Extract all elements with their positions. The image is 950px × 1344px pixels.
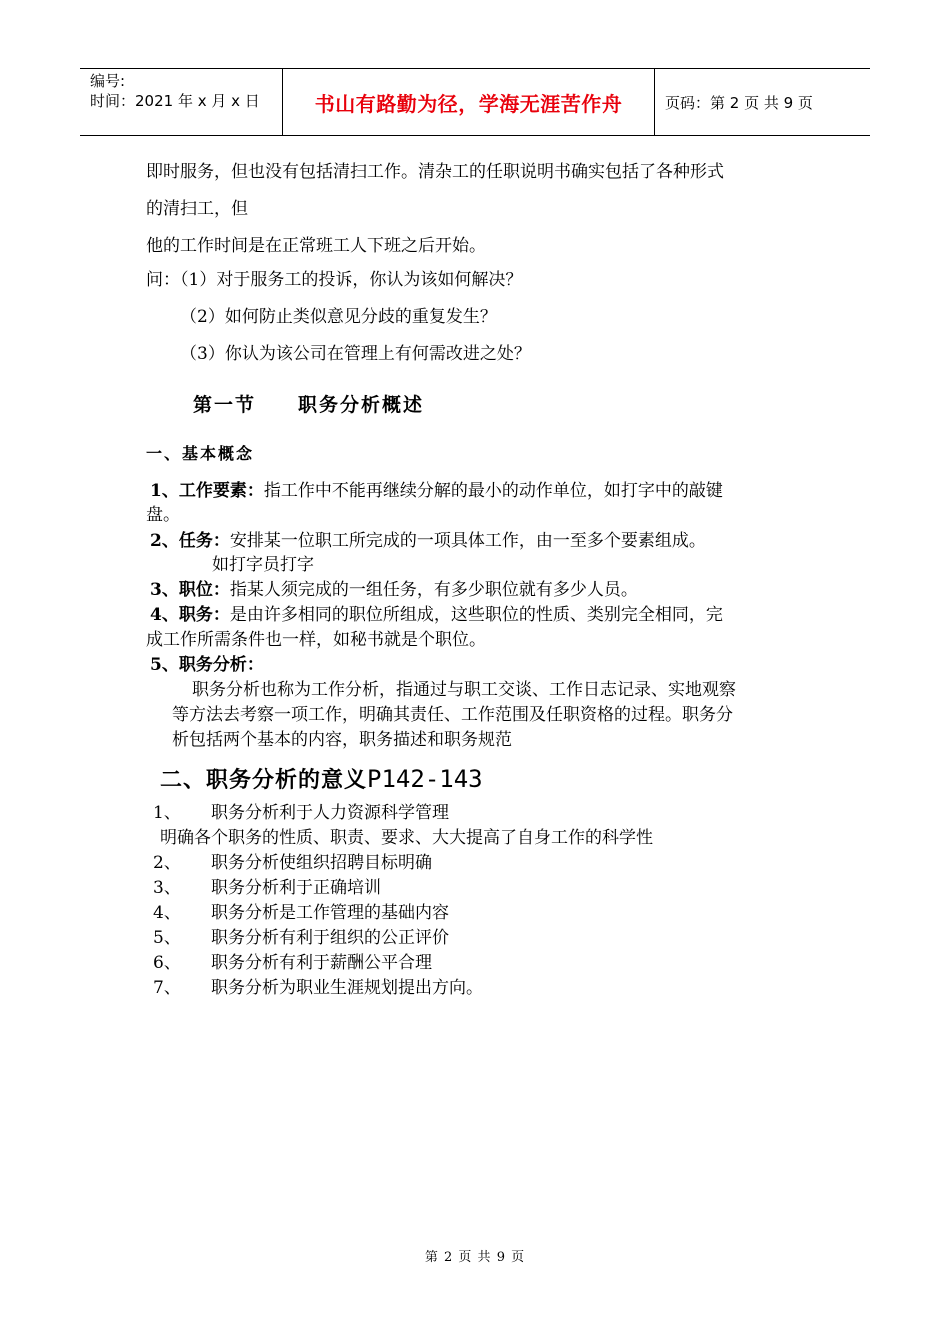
item-number: 6、 bbox=[153, 953, 181, 973]
concept-text: 是由许多相同的职位所组成，这些职位的性质、类别完全相同，完 bbox=[229, 605, 723, 625]
item-text: 职务分析是工作管理的基础内容 bbox=[211, 903, 449, 923]
analysis-line2: 等方法去考察一项工作，明确其责任、工作范围及任职资格的过程。职务分 bbox=[172, 705, 733, 725]
significance-item bbox=[153, 876, 381, 900]
significance-note: 明确各个职务的性质、职责、要求、大大提高了自身工作的科学性 bbox=[160, 828, 653, 848]
concept-text: 指工作中不能再继续分解的最小的动作单位，如打字中的敲键 bbox=[263, 481, 723, 501]
concept-label: 2、任务： bbox=[150, 531, 230, 551]
significance-item bbox=[153, 976, 483, 1000]
concept-item-3 bbox=[150, 578, 638, 602]
item-number: 1、 bbox=[153, 803, 181, 823]
header-page-code: 页码：第 2 页 共 9 页 bbox=[665, 93, 813, 112]
concept-label: 1、工作要素： bbox=[150, 481, 264, 501]
significance-item bbox=[153, 901, 449, 925]
concept-item-2 bbox=[150, 529, 706, 553]
page-footer: 第 2 页 共 9 页 bbox=[424, 1250, 526, 1265]
concept-text: 指某人须完成的一组任务，有多少职位就有多少人员。 bbox=[229, 580, 638, 600]
header-meta bbox=[80, 69, 282, 135]
item-number: 5、 bbox=[153, 928, 181, 948]
para1-line1: 即时服务，但也没有包括清扫工作。清杂工的任职说明书确实包括了各种形式 bbox=[146, 162, 724, 182]
question-1: 问：（1）对于服务工的投诉，你认为该如何解决？ bbox=[146, 270, 523, 290]
concept-item-4 bbox=[150, 603, 723, 627]
significance-item bbox=[153, 851, 432, 875]
item-number: 2、 bbox=[153, 853, 181, 873]
para1-line2: 的清扫工，但 bbox=[146, 199, 248, 219]
concept-item-5: 5、职务分析： bbox=[150, 655, 264, 675]
section-title: 第一节 职务分析概述 bbox=[193, 394, 425, 416]
header-number: 编号: bbox=[90, 72, 126, 90]
item-number: 3、 bbox=[153, 878, 181, 898]
para1-line3: 他的工作时间是在正常班工人下班之后开始。 bbox=[146, 236, 486, 256]
concept-text: 安排某一位职工所完成的一项具体工作，由一至多个要素组成。 bbox=[229, 531, 706, 551]
concept-label: 3、职位： bbox=[150, 580, 230, 600]
concept-item-2-cont: 如打字员打字 bbox=[212, 555, 314, 575]
question-3: （3）你认为该公司在管理上有何需改进之处？ bbox=[180, 344, 531, 364]
section2-heading-text: 二、职务分析的意义 bbox=[160, 768, 368, 793]
significance-item bbox=[153, 951, 432, 975]
item-text: 职务分析有利于薪酬公平合理 bbox=[211, 953, 432, 973]
section2-heading-code: P142-143 bbox=[367, 765, 483, 793]
analysis-line3: 析包括两个基本的内容，职务描述和职务规范 bbox=[172, 730, 512, 750]
concept-item-1-cont: 盘。 bbox=[146, 505, 180, 525]
section2-heading bbox=[160, 764, 483, 796]
significance-item bbox=[153, 801, 449, 825]
page-header bbox=[80, 68, 870, 136]
question-2: （2）如何防止类似意见分歧的重复发生？ bbox=[180, 307, 497, 327]
item-text: 职务分析利于正确培训 bbox=[211, 878, 381, 898]
item-text: 职务分析利于人力资源科学管理 bbox=[211, 803, 449, 823]
header-motto: 书山有路勤为径，学海无涯苦作舟 bbox=[282, 69, 655, 135]
analysis-line1: 职务分析也称为工作分析，指通过与职工交谈、工作日志记录、实地观察 bbox=[192, 680, 736, 700]
section1-heading: 一、基本概念 bbox=[146, 444, 255, 463]
item-text: 职务分析使组织招聘目标明确 bbox=[211, 853, 432, 873]
item-text: 职务分析为职业生涯规划提出方向。 bbox=[211, 978, 483, 998]
item-number: 7、 bbox=[153, 978, 181, 998]
concept-label: 4、职务： bbox=[150, 605, 230, 625]
header-time: 时间：2021 年 x 月 x 日 bbox=[90, 92, 260, 110]
item-text: 职务分析有利于组织的公正评价 bbox=[211, 928, 449, 948]
concept-item-1 bbox=[150, 479, 723, 503]
concept-item-4-cont: 成工作所需条件也一样，如秘书就是个职位。 bbox=[146, 630, 486, 650]
item-number: 4、 bbox=[153, 903, 181, 923]
significance-item bbox=[153, 926, 449, 950]
